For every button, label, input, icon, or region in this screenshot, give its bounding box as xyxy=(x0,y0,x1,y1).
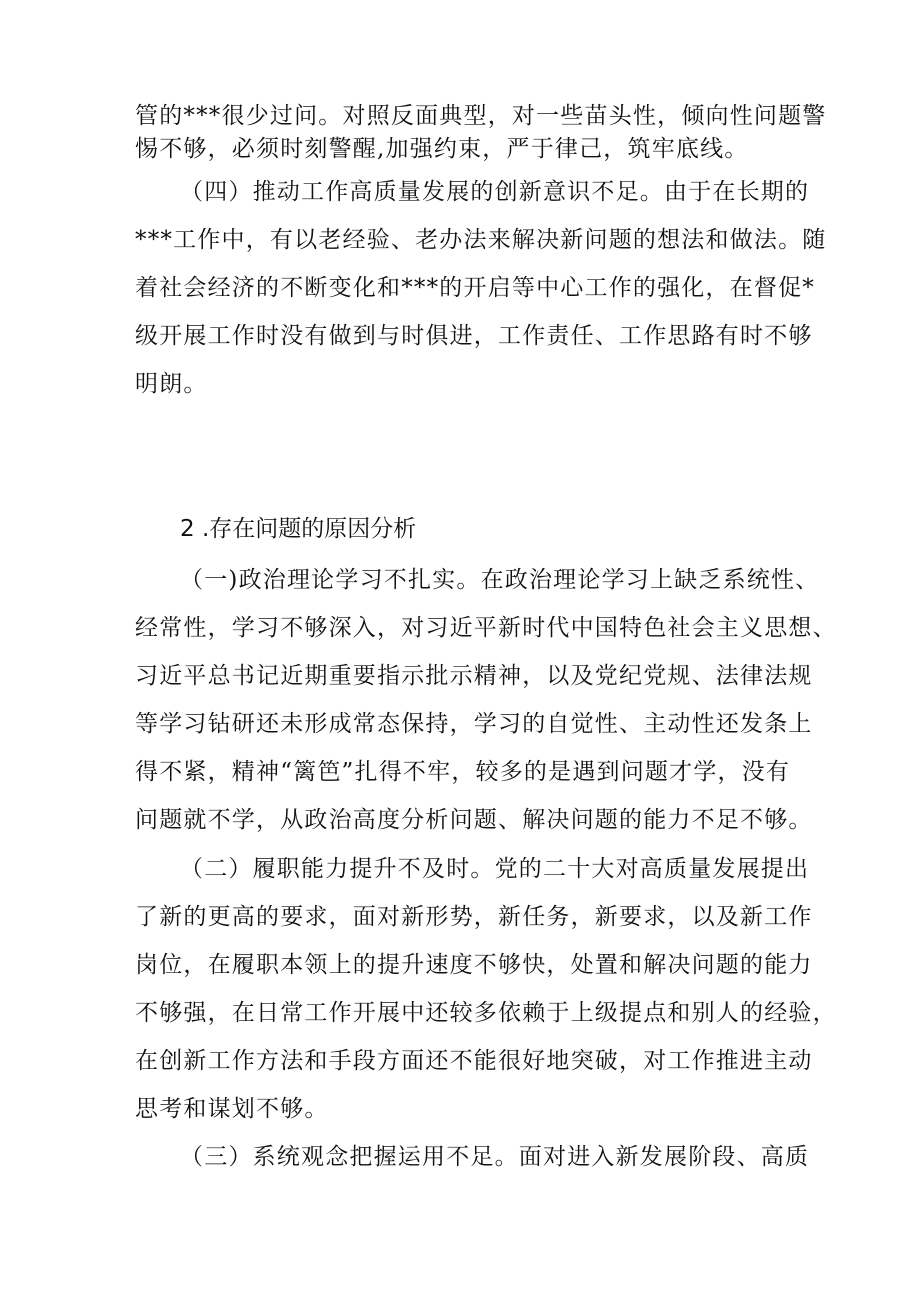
text-line: 经常性，学习不够深入，对习近平新时代中国特色社会主义思想、 xyxy=(135,615,837,641)
text-line: 惕不够，必须时刻警醒,加强约束，严于律己，筑牢底线。 xyxy=(135,136,749,162)
text-line: 管的***很少过问。对照反面典型，对一些苗头性，倾向性问题警 xyxy=(135,103,827,129)
text-line: 思考和谋划不够。 xyxy=(135,1096,329,1122)
text-line: 了新的更高的要求，面对新形势，新任务，新要求，以及新工作 xyxy=(135,904,813,930)
text-line: 问题就不学，从政治高度分析问题、解决问题的能力不足不够。 xyxy=(135,807,813,833)
text-line: 等学习钻研还未形成常态保持，学习的自觉性、主动性还发条上 xyxy=(135,711,813,737)
text-line: 不够强，在日常工作开展中还较多依赖于上级提点和别人的经验， xyxy=(135,1000,837,1026)
text-line: 级开展工作时没有做到与时俱进，工作责任、工作思路有时不够 xyxy=(135,323,813,349)
text-line: 在创新工作方法和手段方面还不能很好地突破，对工作推进主动 xyxy=(135,1048,813,1074)
section-heading: 2 .存在问题的原因分析 xyxy=(180,516,417,542)
text-line: 着社会经济的不断变化和***的开启等中心工作的强化，在督促* xyxy=(135,275,815,301)
text-line: 岗位，在履职本领上的提升速度不够快，处置和解决问题的能力 xyxy=(135,952,813,978)
paragraph-start-line: （一)政治理论学习不扎实。在政治理论学习上缺乏系统性、 xyxy=(180,567,820,593)
text-line: 得不紧，精神“篱笆”扎得不牢，较多的是遇到问题才学，没有 xyxy=(135,759,791,785)
text-line: 习近平总书记近期重要指示批示精神，以及党纪党规、法律法规 xyxy=(135,663,813,689)
text-line: ***工作中，有以老经验、老办法来解决新问题的想法和做法。随 xyxy=(135,227,827,253)
text-line: 明朗。 xyxy=(135,371,208,397)
paragraph-start-line: （三）系统观念把握运用不足。面对进入新发展阶段、高质 xyxy=(180,1144,810,1170)
paragraph-start-line: （二）履职能力提升不及时。党的二十大对高质量发展提出 xyxy=(180,856,810,882)
paragraph-start-line: （四）推动工作高质量发展的创新意识不足。由于在长期的 xyxy=(180,179,810,205)
